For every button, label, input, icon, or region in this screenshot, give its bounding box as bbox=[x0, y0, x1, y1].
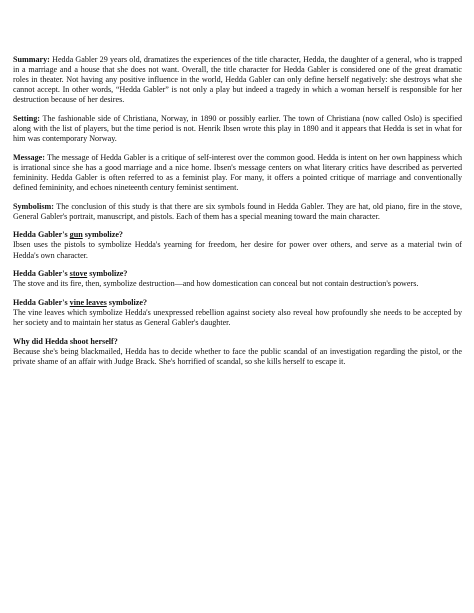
vine-leaves-question-block bbox=[13, 298, 462, 328]
vine-leaves-question-prefix: Hedda Gabler's bbox=[13, 297, 70, 307]
document-page bbox=[13, 55, 462, 375]
symbolism-label: Symbolism: bbox=[13, 201, 54, 211]
stove-question-suffix: symbolize? bbox=[87, 269, 128, 279]
symbolism-text: The conclusion of this study is that there are six symbols found in Hedda Gabler. They are hat, old piano, fire in the stove, General Gabler's portrait, manuscript, and pistols. Each of them has a special meaning toward the main character. bbox=[13, 201, 462, 221]
stove-question-keyword: stove bbox=[69, 269, 88, 279]
shoot-question-block bbox=[13, 337, 462, 367]
symbolism-paragraph bbox=[13, 202, 462, 222]
message-label: Message: bbox=[13, 152, 45, 162]
gun-question bbox=[13, 230, 462, 240]
summary-text: Hedda Gabler 29 years old, dramatizes the experiences of the title character, Hedda, the daughter of a general, who is trapped in a marriage and a house that she does not want. Overall, the title character for Hedda Gabler is considered one of the great dramatic roles in theater. Not having any positive influence in the world, Hedda Gabler can only define herself negatively: she destroys what she cannot accept. In other words, “Hedda Gabler” is not only a play but indeed a tragedy in which a woman herself is responsible for her destruction because of her desires. bbox=[13, 55, 462, 105]
shoot-question-text: Why did Hedda shoot herself? bbox=[13, 336, 118, 346]
gun-question-prefix: Hedda Gabler's bbox=[13, 230, 70, 240]
vine-leaves-question-keyword: vine leaves bbox=[69, 297, 107, 307]
summary-paragraph bbox=[13, 55, 462, 105]
message-text: The message of Hedda Gabler is a critique of self-interest over the common good. Hedda is intent on her own happiness which is irrational since she has a good marriage and a nice home. Ibsen's message centers on what literary critics have described as perverted femininity. Hedda Gabler is often referred to as a feminist play. For many, it offers a pointed critique of marriage and conventionally defined femininity, and echoes nineteenth century feminist sentiment. bbox=[13, 152, 462, 193]
stove-question bbox=[13, 269, 462, 279]
setting-text: The fashionable side of Christiana, Norway, in 1890 or possibly earlier. The town of Christiana (now called Oslo) is specified along with the list of players, but the time period is not. Henrik Ibsen wrote this play in 1890 and it appears that Hedda is set in what for him was contemporary Norway. bbox=[13, 113, 462, 144]
stove-answer: The stove and its fire, then, symbolize destruction—and how domestication can conceal but not contain destruction's powers. bbox=[13, 279, 419, 289]
shoot-question bbox=[13, 337, 462, 347]
setting-paragraph bbox=[13, 114, 462, 144]
summary-label: Summary: bbox=[13, 55, 50, 64]
shoot-answer: Because she's being blackmailed, Hedda has to decide whether to face the public scandal of an investigation regarding the pistol, or the private shame of an affair with Judge Brack. She's horrified of scandal, so she kills herself to escape it. bbox=[13, 346, 462, 366]
setting-label: Setting: bbox=[13, 113, 40, 123]
vine-leaves-question bbox=[13, 298, 462, 308]
gun-question-block bbox=[13, 230, 462, 260]
stove-question-block bbox=[13, 269, 462, 289]
message-paragraph bbox=[13, 153, 462, 193]
stove-question-prefix: Hedda Gabler's bbox=[13, 269, 70, 279]
gun-question-suffix: symbolize? bbox=[82, 230, 123, 240]
gun-answer: Ibsen uses the pistols to symbolize Hedda's yearning for freedom, her desire for power over others, and serve as a material twin of Hedda's own character. bbox=[13, 240, 462, 260]
gun-question-keyword: gun bbox=[69, 230, 83, 240]
vine-leaves-question-suffix: symbolize? bbox=[106, 297, 148, 307]
vine-leaves-answer: The vine leaves which symbolize Hedda's unexpressed rebellion against society also reveal how profoundly she needs to be accepted by her society and to maintain her status as General Gabler's daughter. bbox=[13, 307, 462, 327]
